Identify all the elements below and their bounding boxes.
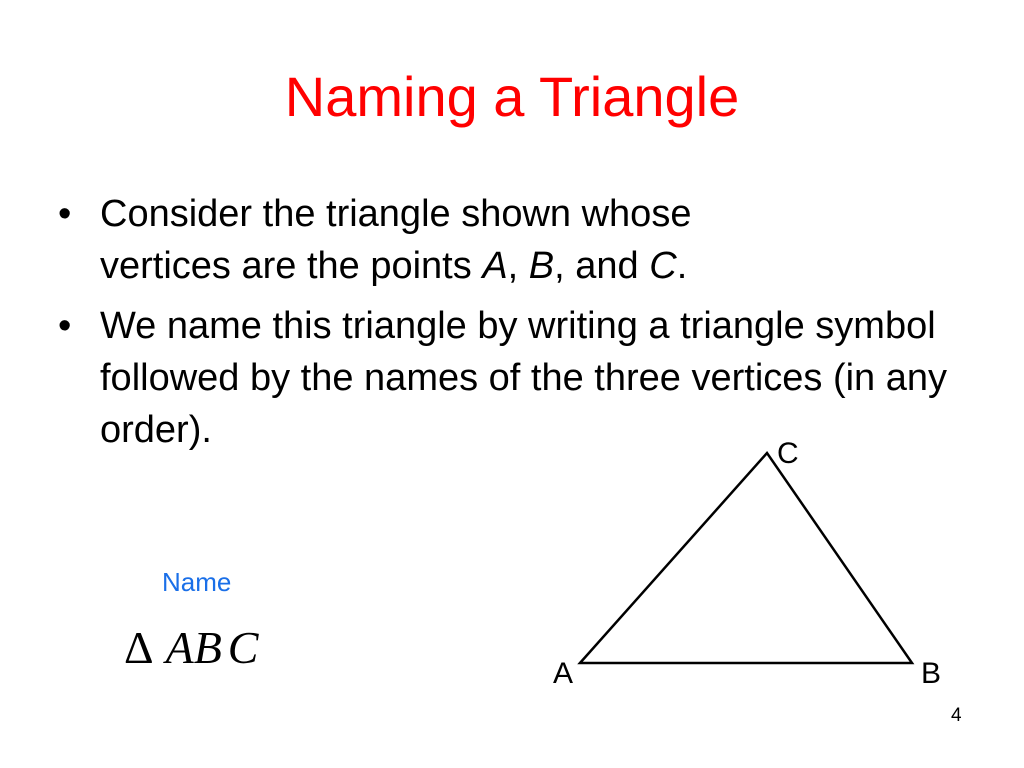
bullet-text-line2: vertices are the points bbox=[100, 245, 483, 287]
vertex-label-c: C bbox=[777, 437, 799, 470]
name-label: Name bbox=[162, 567, 232, 597]
vertex-name-c: C bbox=[649, 245, 677, 287]
vertex-name-a: A bbox=[482, 245, 508, 287]
triangle-shape bbox=[580, 453, 912, 663]
delta-symbol: Δ bbox=[124, 622, 154, 673]
separator-text: , bbox=[507, 245, 529, 287]
vertex-name-b: B bbox=[528, 245, 555, 287]
bullet-text: We name this triangle by writing a triangle symbol followed by the names of the three vertices (in any order). bbox=[100, 305, 948, 451]
bullet-marker: • bbox=[58, 193, 72, 235]
vertex-label-b: B bbox=[921, 657, 942, 690]
bullet-marker: • bbox=[58, 305, 72, 347]
bullet-text-line1: Consider the triangle shown whose bbox=[100, 193, 692, 235]
separator-text: , and bbox=[554, 245, 650, 287]
sentence-end: . bbox=[676, 245, 688, 287]
slide-title: Naming a Triangle bbox=[284, 65, 740, 128]
page-number: 4 bbox=[951, 705, 962, 726]
vertex-label-a: A bbox=[553, 657, 574, 690]
notation-letter-c: C bbox=[227, 622, 259, 673]
notation-letters-ab: AB bbox=[165, 622, 222, 673]
